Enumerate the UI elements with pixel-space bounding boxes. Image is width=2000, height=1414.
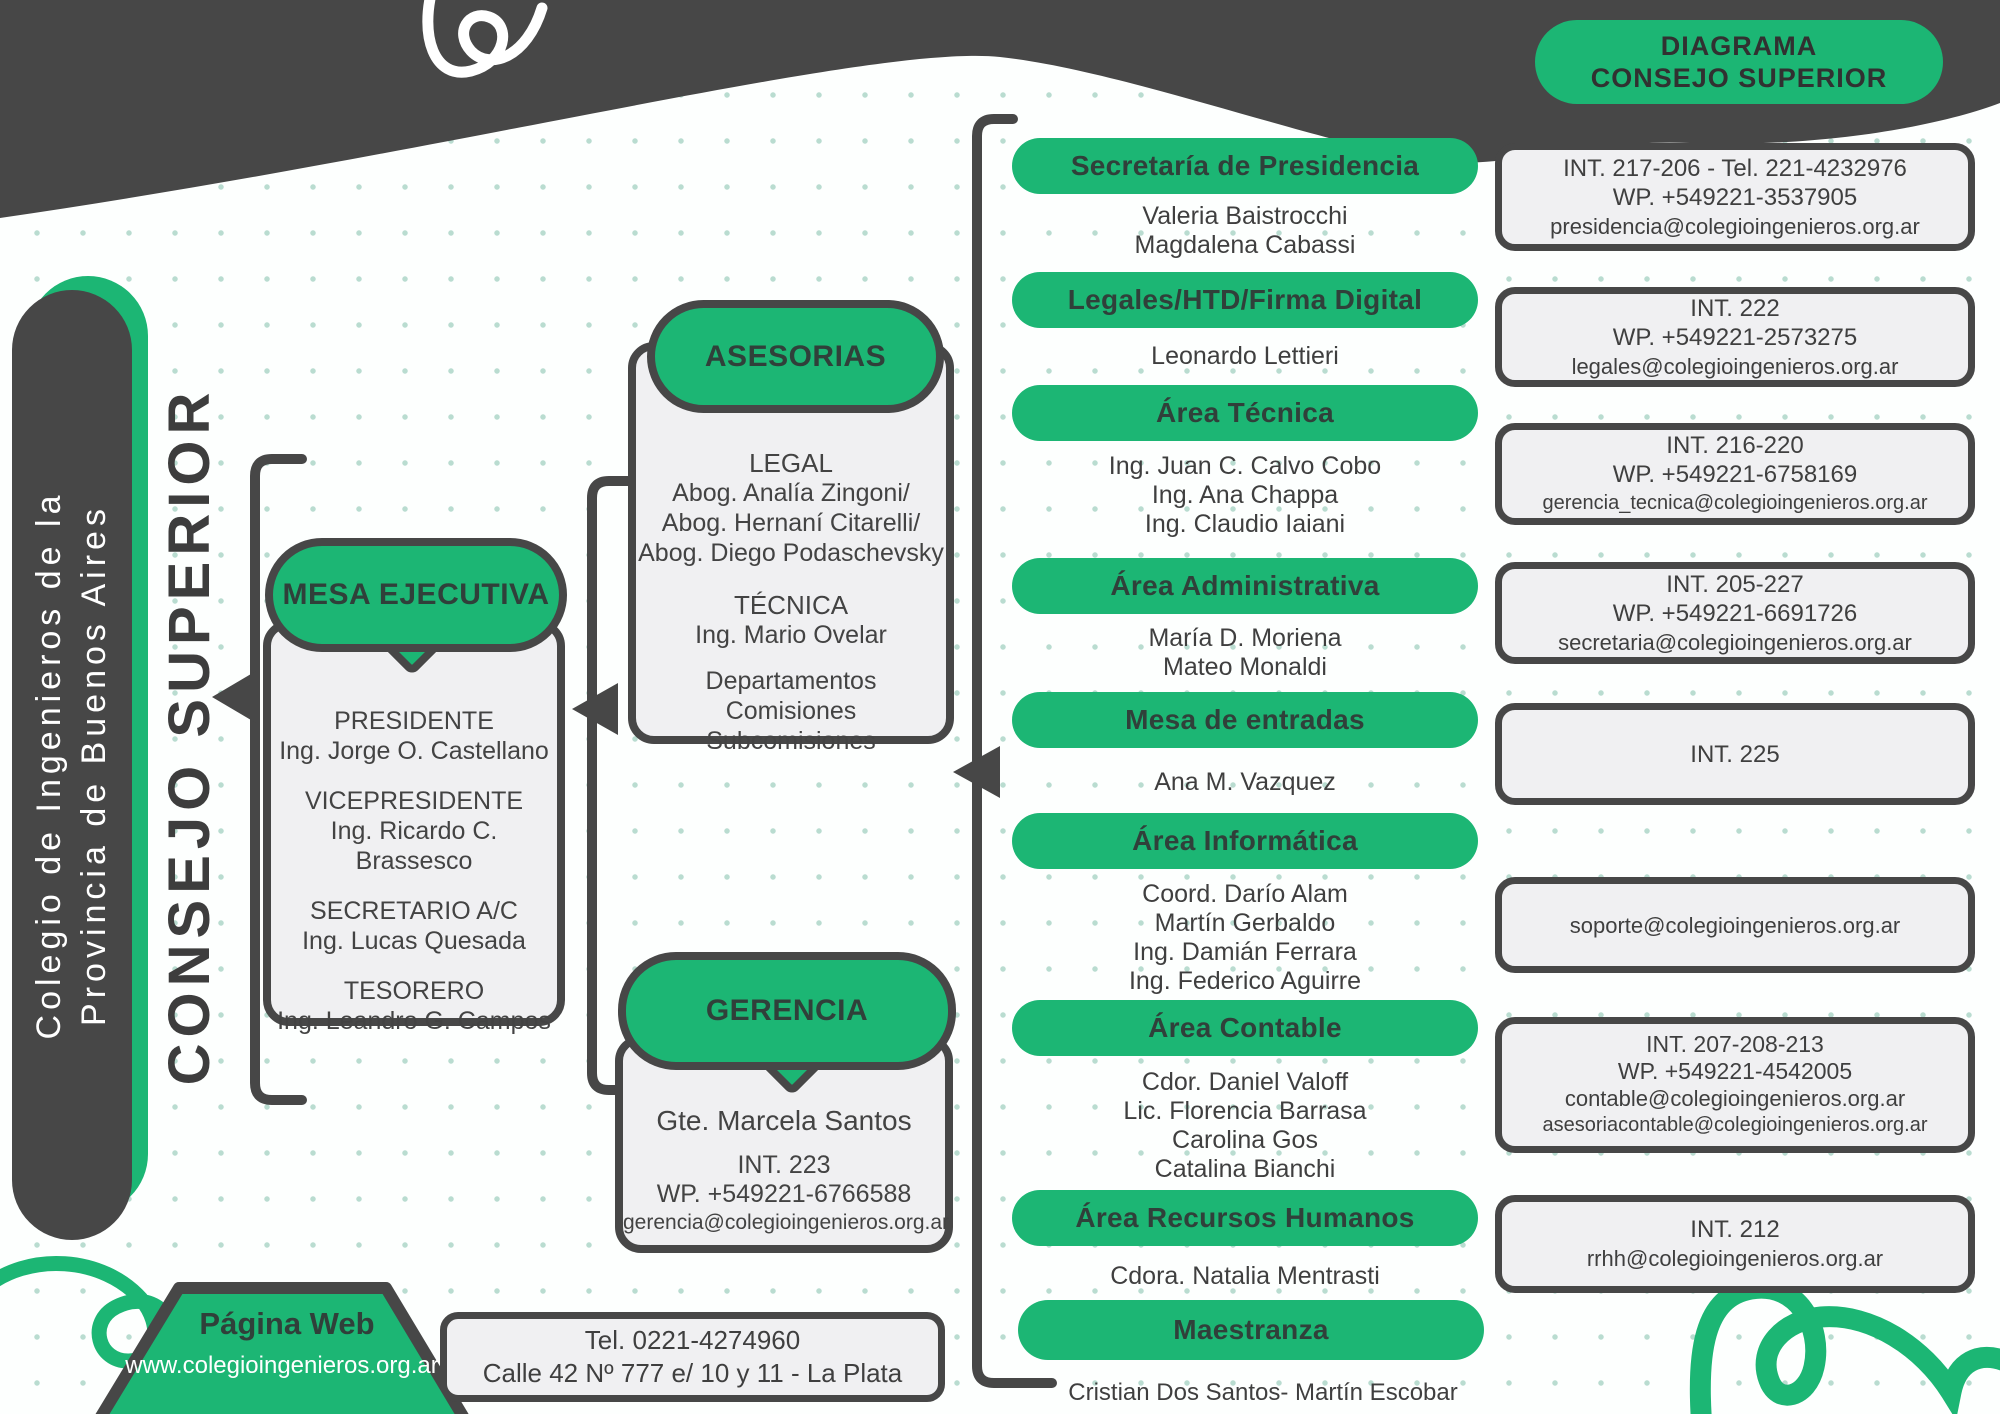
person: Cristian Dos Santos- Martín Escobar	[1068, 1379, 1458, 1406]
person: Cdora. Natalia Mentrasti	[1110, 1262, 1380, 1290]
member-name: Ing. Jorge O. Castellano	[279, 737, 549, 765]
gerencia-contact-line: INT. 223	[737, 1151, 831, 1179]
contact-box-mesa-entradas	[1495, 703, 1975, 805]
person: Ing. Juan C. Calvo Cobo	[1108, 452, 1382, 480]
person: Leonardo Lettieri	[1151, 342, 1339, 370]
mesa-member	[271, 786, 557, 876]
person: Mateo Monaldi	[1163, 653, 1327, 681]
contact-box-contable	[1495, 1017, 1975, 1153]
asesorias-bubble: ASESORIAS	[647, 300, 944, 413]
gerencia-name: Gte. Marcela Santos	[656, 1105, 912, 1136]
dept-people	[1012, 1068, 1478, 1184]
person: Valeria Baistrocchi	[1142, 202, 1348, 230]
contact-email: legales@colegioingenieros.org.ar	[1571, 353, 1899, 379]
dept-pill-area-informatica: Área Informática	[1012, 813, 1478, 869]
person: Ing. Federico Aguirre	[1128, 967, 1362, 995]
person: Ing. Claudio Iaiani	[1144, 510, 1346, 538]
web-plaque-title: Página Web	[199, 1306, 375, 1341]
council-title-vertical: CONSEJO SUPERIOR	[157, 386, 222, 1086]
person: María D. Moriena	[1148, 624, 1342, 652]
contact-email: gerencia_tecnica@colegioingenieros.org.ar	[1542, 491, 1928, 514]
contact-email: presidencia@colegioingenieros.org.ar	[1550, 213, 1920, 239]
extra-line: Subcomisiones	[706, 727, 876, 755]
contact-box-informatica	[1495, 877, 1975, 973]
mesa-member	[271, 706, 557, 766]
member-role: VICEPRESIDENTE	[304, 787, 524, 815]
gerencia-contact-line: gerencia@colegioingenieros.org.ar	[623, 1211, 950, 1234]
contact-box-presidencia	[1495, 143, 1975, 251]
dept-people	[1012, 880, 1478, 996]
mesa-member	[271, 896, 557, 956]
legal-name: Abog. Analía Zingoni/	[672, 479, 910, 507]
contact-box-rrhh	[1495, 1195, 1975, 1293]
contact-email: contable@colegioingenieros.org.ar	[1564, 1086, 1906, 1111]
contact-line: WP. +549221-2573275	[1612, 323, 1858, 351]
extra-line: Comisiones	[725, 697, 857, 725]
person: Ana M. Vazquez	[1154, 768, 1336, 796]
dept-pill-mesa-entradas: Mesa de entradas	[1012, 692, 1478, 748]
dept-pill-recursos-humanos: Área Recursos Humanos	[1012, 1190, 1478, 1246]
gerencia-contact-line: WP. +549221-6766588	[656, 1180, 912, 1208]
member-name: Ing. Leandro G. Campos	[277, 1007, 551, 1035]
badge-line1: DIAGRAMA	[1660, 31, 1818, 61]
contact-line: WP. +549221-4542005	[1617, 1058, 1853, 1084]
dept-people	[1012, 452, 1478, 539]
dept-pill-area-administrativa: Área Administrativa	[1012, 558, 1478, 614]
dept-people	[1030, 1378, 1496, 1407]
contact-email: rrhh@colegioingenieros.org.ar	[1586, 1246, 1884, 1271]
member-role: SECRETARIO A/C	[310, 897, 518, 925]
org-name-line2: Provincia de Buenos Aires	[75, 504, 113, 1026]
contact-line: WP. +549221-6758169	[1612, 460, 1858, 488]
org-name-line1: Colegio de Ingenieros de la	[30, 490, 68, 1040]
person: Ing. Damián Ferrara	[1133, 938, 1357, 966]
gerencia-bubble: GERENCIA	[618, 952, 956, 1070]
dept-people	[1012, 624, 1478, 682]
contact-box-area-administrativa	[1495, 562, 1975, 664]
dept-pill-maestranza: Maestranza	[1018, 1300, 1484, 1360]
person: Catalina Bianchi	[1154, 1155, 1336, 1183]
dept-pill-legales: Legales/HTD/Firma Digital	[1012, 272, 1478, 328]
contact-line: INT. 216-220	[1666, 431, 1804, 459]
person: Carolina Gos	[1172, 1126, 1318, 1154]
legal-heading: LEGAL	[749, 448, 833, 478]
contact-line: INT. 225	[1690, 740, 1780, 768]
member-name: Ing. Lucas Quesada	[302, 927, 526, 955]
contact-line: WP. +549221-6691726	[1612, 599, 1858, 627]
contact-email: asesoriacontable@colegioingenieros.org.ar	[1542, 1114, 1928, 1136]
contact-box-area-tecnica	[1495, 423, 1975, 525]
legal-name: Abog. Diego Podaschevsky	[638, 539, 944, 567]
tecnica-heading: TÉCNICA	[733, 590, 849, 620]
member-role: TESORERO	[343, 977, 485, 1005]
tecnica-name: Ing. Mario Ovelar	[695, 621, 887, 649]
mesa-bubble: MESA EJECUTIVA	[265, 538, 567, 652]
web-url: www.colegioingenieros.org.ar	[125, 1352, 439, 1379]
dept-pill-area-tecnica: Área Técnica	[1012, 385, 1478, 441]
contact-box-legales	[1495, 287, 1975, 387]
mesa-card	[263, 620, 565, 1035]
contact-line: INT. 222	[1690, 294, 1780, 322]
org-name-vertical	[27, 315, 117, 1215]
dept-pill-secretaria-presidencia: Secretaría de Presidencia	[1012, 138, 1478, 194]
extra-line: Departamentos	[705, 667, 877, 695]
contact-line: INT. 205-227	[1666, 570, 1804, 598]
contact-line: WP. +549221-3537905	[1612, 183, 1858, 211]
dept-people	[1012, 202, 1478, 260]
swirl-bottom-right-icon	[1700, 1288, 2000, 1414]
person: Coord. Darío Alam	[1142, 880, 1348, 908]
dept-people	[1012, 342, 1478, 371]
person: Magdalena Cabassi	[1134, 231, 1356, 259]
legal-name: Abog. Hernaní Citarelli/	[661, 509, 921, 537]
dept-people	[1012, 768, 1478, 797]
person: Lic. Florencia Barrasa	[1123, 1097, 1367, 1125]
badge-line2: CONSEJO SUPERIOR	[1590, 63, 1888, 93]
contact-email: soporte@colegioingenieros.org.ar	[1569, 912, 1901, 938]
contact-email: secretaria@colegioingenieros.org.ar	[1558, 629, 1912, 655]
phone-line: Tel. 0221-4274960	[584, 1325, 801, 1355]
person: Martín Gerbaldo	[1154, 909, 1336, 937]
address-box	[440, 1312, 945, 1402]
member-role: PRESIDENTE	[334, 707, 494, 735]
contact-line: INT. 212	[1690, 1216, 1780, 1243]
address-line: Calle 42 Nº 777 e/ 10 y 11 - La Plata	[482, 1358, 903, 1388]
diagram-badge	[1535, 20, 1943, 104]
member-name: Ing. Ricardo C. Brassesco	[330, 817, 498, 875]
contact-line: INT. 217-206 - Tel. 221-4232976	[1563, 154, 1907, 182]
dept-people	[1012, 1262, 1478, 1291]
person: Ing. Ana Chappa	[1151, 481, 1339, 509]
dept-pill-area-contable: Área Contable	[1012, 1000, 1478, 1056]
person: Cdor. Daniel Valoff	[1141, 1068, 1349, 1096]
mesa-member	[271, 976, 557, 1036]
contact-line: INT. 207-208-213	[1646, 1031, 1824, 1057]
